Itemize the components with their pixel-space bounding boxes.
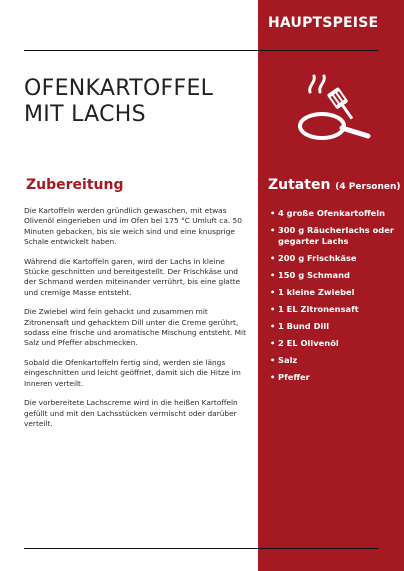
frying-pan-icon	[294, 70, 374, 150]
preparation-paragraph: Sobald die Ofenkartoffeln fertig sind, werden sie längs eingeschnitten und leicht geöffnet, damit sich die Hitze im Inneren verteilt.	[24, 357, 241, 388]
ingredient-text: Pfeffer	[278, 372, 310, 382]
preparation-paragraph: Die Kartoffeln werden gründlich gewaschen, mit etwas Olivenöl eingerieben und im Ofen bei 175 °C Umluft ca. 50 Minuten gebacken, bis sie weich sind und eine knusprige Schale entwickelt haben.	[24, 206, 242, 247]
ingredient-item	[270, 208, 400, 219]
ingredient-text: 4 große Ofenkartoffeln	[278, 208, 386, 218]
preparation-paragraph: Während die Kartoffeln garen, wird der Lachs in kleine Stücke geschnitten und bereitgestellt. Der Frischkäse und der Schmand werden miteinander verrührt, bis eine glatte und cremige Masse entsteht.	[24, 256, 241, 297]
ingredient-text: 1 kleine Zwiebel	[278, 287, 355, 297]
bullet-icon: •	[270, 287, 276, 297]
bullet-icon: •	[270, 225, 276, 235]
ingredient-text: 150 g Schmand	[278, 270, 350, 280]
bottom-divider-right	[258, 548, 378, 549]
ingredient-list	[270, 208, 400, 389]
bullet-icon: •	[270, 208, 276, 218]
ingredients-heading	[268, 177, 401, 193]
bullet-icon: •	[270, 304, 276, 314]
ingredient-text: Salz	[278, 355, 298, 365]
bullet-icon: •	[270, 253, 276, 263]
bullet-icon: •	[270, 321, 276, 331]
ingredient-text: 1 Bund Dill	[278, 321, 330, 331]
ingredient-item	[270, 270, 400, 281]
recipe-title	[24, 76, 252, 128]
bullet-icon: •	[270, 355, 276, 365]
bottom-divider-left	[24, 548, 258, 549]
ingredient-text: 300 g Räucherlachs oder gegarter Lachs	[278, 225, 394, 246]
servings-label: (4 Personen)	[335, 182, 401, 192]
top-divider-left	[24, 50, 258, 51]
ingredient-text: 200 g Frischkäse	[278, 253, 357, 263]
ingredient-item	[270, 338, 400, 349]
ingredient-item	[270, 321, 400, 332]
recipe-title-line1: OFENKARTOFFEL	[24, 76, 214, 101]
preparation-paragraph: Die Zwiebel wird fein gehackt und zusammen mit Zitronensaft und gehacktem Dill unter die Creme gerührt, sodass eine frische und aromatische Mischung entsteht. Mit Salz und Pfeffer abschmecken.	[24, 307, 246, 348]
preparation-heading: Zubereitung	[26, 177, 124, 193]
ingredient-item	[270, 225, 400, 247]
bullet-icon: •	[270, 338, 276, 348]
ingredient-text: 2 EL Olivenöl	[278, 338, 339, 348]
ingredient-item	[270, 372, 400, 383]
ingredients-heading-label: Zutaten	[268, 177, 331, 193]
recipe-title-line2: MIT LACHS	[24, 102, 146, 127]
top-divider-right	[258, 50, 378, 51]
ingredient-item	[270, 253, 400, 264]
bullet-icon: •	[270, 372, 276, 382]
ingredient-item	[270, 355, 400, 366]
preparation-paragraph: Die vorbereitete Lachscreme wird in die heißen Kartoffeln gefüllt und mit den Lachsstücken vermischt oder darüber verteilt.	[24, 398, 238, 428]
ingredient-item	[270, 287, 400, 298]
category-label: HAUPTSPEISE	[268, 15, 379, 31]
preparation-steps	[24, 206, 252, 438]
ingredient-text: 1 EL Zitronensaft	[278, 304, 359, 314]
ingredient-item	[270, 304, 400, 315]
bullet-icon: •	[270, 270, 276, 280]
